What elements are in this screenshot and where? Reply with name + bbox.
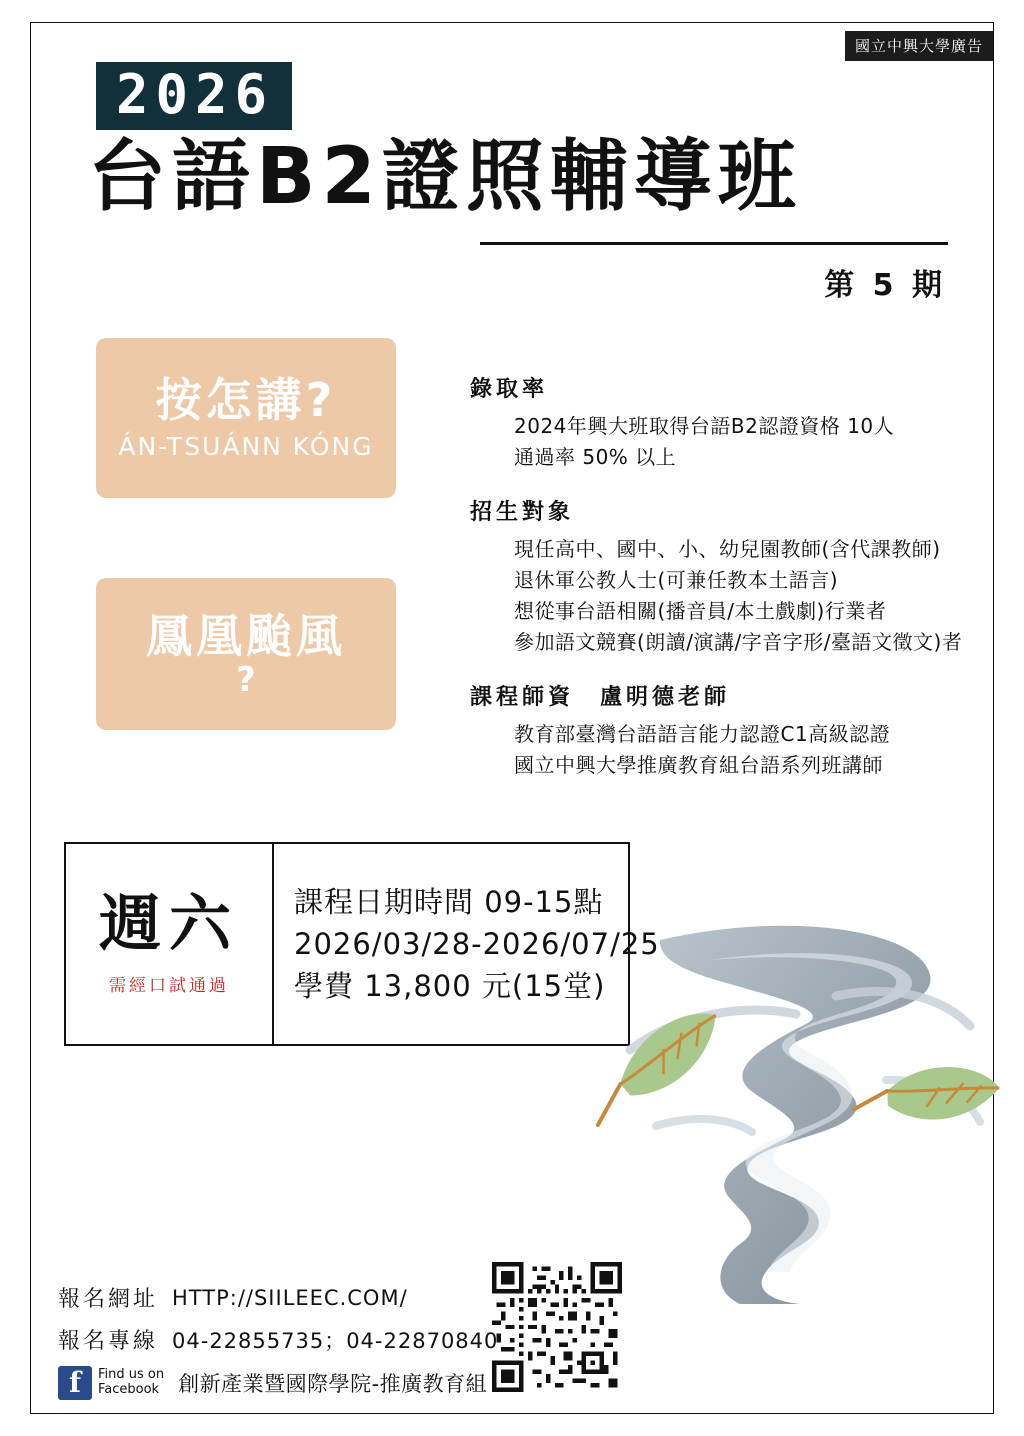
info-heading bbox=[470, 680, 970, 711]
advertisement-tag: 國立中興大學廣告 bbox=[845, 31, 993, 61]
info-heading: 招生對象 bbox=[470, 500, 575, 525]
phone-label: 報名專線 bbox=[58, 1329, 159, 1354]
schedule-line: 學費 13,800 元(15堂) bbox=[294, 969, 606, 1004]
website-row bbox=[58, 1282, 528, 1313]
callout-2-main: 鳳凰颱風 bbox=[146, 608, 346, 663]
facebook-find-us bbox=[98, 1368, 164, 1398]
facebook-page-name[interactable]: 創新產業暨國際學院-推廣教育組 bbox=[178, 1372, 488, 1396]
info-block-acceptance bbox=[470, 372, 970, 473]
info-line: 國立中興大學推廣教育組台語系列班講師 bbox=[514, 753, 883, 777]
callout-2-question-mark: ? bbox=[236, 660, 256, 701]
info-section bbox=[470, 372, 970, 803]
info-heading-text: 課程師資 bbox=[470, 685, 575, 710]
facebook-icon[interactable]: f bbox=[58, 1366, 92, 1400]
info-line: 通過率 50% 以上 bbox=[514, 445, 677, 469]
schedule-day: 週六 bbox=[98, 886, 239, 960]
term-label: 第 5 期 bbox=[824, 268, 946, 303]
schedule-box bbox=[64, 842, 660, 1046]
website-value[interactable]: HTTP://SIILEEC.COM/ bbox=[172, 1285, 408, 1310]
page-title: 台語B2證照輔導班 bbox=[88, 132, 802, 222]
callout-box-1 bbox=[96, 338, 396, 498]
info-line: 想從事台語相關(播音員/本土戲劇)行業者 bbox=[514, 599, 887, 623]
schedule-note: 需經口試通過 bbox=[109, 975, 229, 996]
phone-row bbox=[58, 1324, 528, 1355]
info-line: 2024年興大班取得台語B2認證資格 10人 bbox=[514, 414, 895, 438]
info-line: 退休軍公教人士(可兼任教本土語言) bbox=[514, 568, 839, 592]
schedule-day-panel bbox=[66, 844, 274, 1044]
title-divider bbox=[480, 242, 948, 245]
info-heading: 錄取率 bbox=[470, 377, 549, 402]
schedule-line: 課程日期時間 09-15點 bbox=[294, 884, 604, 919]
year-badge: 2026 bbox=[96, 62, 292, 130]
footer-contact bbox=[58, 1282, 528, 1411]
schedule-details bbox=[274, 844, 660, 1044]
callout-1-romanization: ÁN-TSUÁNN KÓNG bbox=[118, 431, 374, 461]
facebook-find-line: Find us on bbox=[98, 1367, 165, 1383]
instructor-name: 盧明德老師 bbox=[600, 685, 731, 710]
callout-1-main: 按怎講? bbox=[155, 373, 337, 428]
facebook-word-line: Facebook bbox=[98, 1382, 160, 1397]
info-line: 教育部臺灣台語語言能力認證C1高級認證 bbox=[514, 722, 891, 746]
typhoon-illustration bbox=[590, 900, 1010, 1320]
info-block-instructor bbox=[470, 680, 970, 781]
facebook-row[interactable] bbox=[58, 1366, 528, 1400]
info-block-audience bbox=[470, 495, 970, 658]
info-line: 現任高中、國中、小、幼兒園教師(含代課教師) bbox=[514, 537, 941, 561]
callout-box-2 bbox=[96, 578, 396, 730]
info-line: 參加語文競賽(朗讀/演講/字音字形/臺語文徵文)者 bbox=[514, 630, 963, 654]
phone-value: 04-22855735；04-22870840 bbox=[172, 1328, 499, 1353]
website-label: 報名網址 bbox=[58, 1287, 159, 1312]
schedule-line: 2026/03/28-2026/07/25 bbox=[294, 926, 660, 961]
